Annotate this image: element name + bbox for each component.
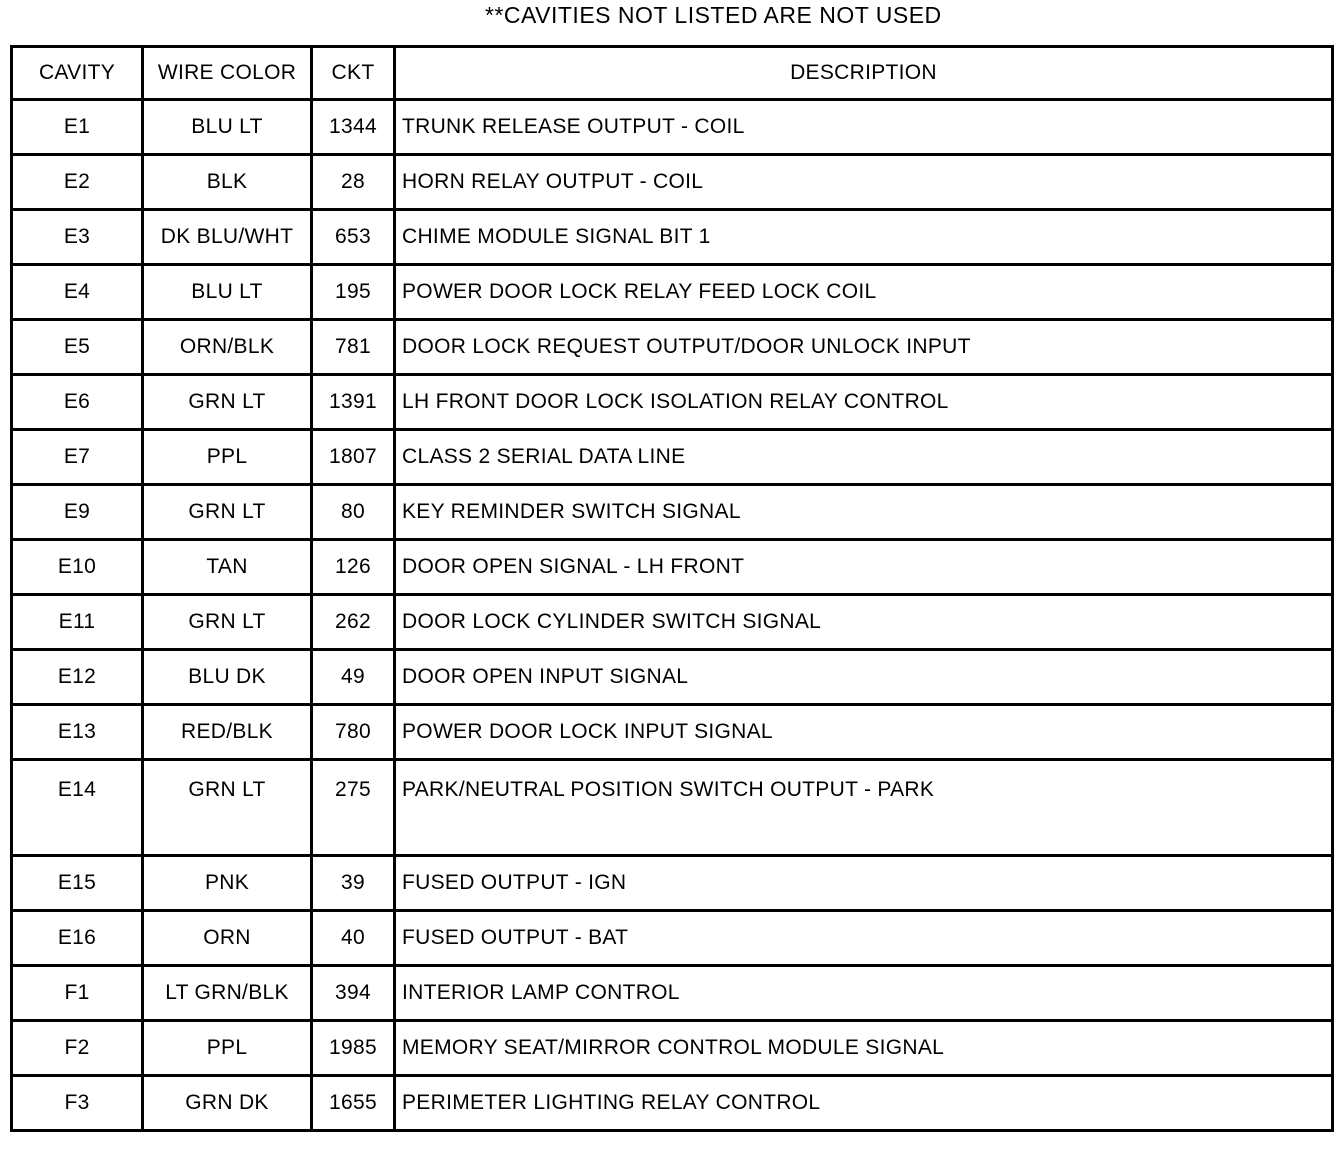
ckt-cell: 780 [312, 705, 395, 760]
ckt-cell: 1807 [312, 430, 395, 485]
cavity-cell: E9 [12, 485, 143, 540]
ckt-cell: 653 [312, 210, 395, 265]
wire-color-cell: PNK [143, 856, 312, 911]
description-cell: PERIMETER LIGHTING RELAY CONTROL [395, 1076, 1333, 1131]
ckt-cell: 195 [312, 265, 395, 320]
table-row [12, 911, 1333, 966]
description-cell: FUSED OUTPUT - IGN [395, 856, 1333, 911]
ckt-cell: 394 [312, 966, 395, 1021]
ckt-cell: 40 [312, 911, 395, 966]
ckt-cell: 49 [312, 650, 395, 705]
wire-color-cell: PPL [143, 430, 312, 485]
description-cell: HORN RELAY OUTPUT - COIL [395, 155, 1333, 210]
cavity-cell: E16 [12, 911, 143, 966]
description-cell: LH FRONT DOOR LOCK ISOLATION RELAY CONTROL [395, 375, 1333, 430]
cavity-cell: E6 [12, 375, 143, 430]
wire-color-cell: GRN DK [143, 1076, 312, 1131]
ckt-cell: 781 [312, 320, 395, 375]
cavity-cell: F2 [12, 1021, 143, 1076]
ckt-cell: 39 [312, 856, 395, 911]
table-row [12, 265, 1333, 320]
cavity-cell: E5 [12, 320, 143, 375]
table-row [12, 485, 1333, 540]
table-row [12, 155, 1333, 210]
ckt-cell: 262 [312, 595, 395, 650]
description-cell: DOOR OPEN INPUT SIGNAL [395, 650, 1333, 705]
table-header-row [12, 47, 1333, 100]
wire-color-cell: RED/BLK [143, 705, 312, 760]
header-cavity: CAVITY [12, 47, 143, 100]
cavity-cell: E13 [12, 705, 143, 760]
table-row [12, 375, 1333, 430]
wire-color-cell: GRN LT [143, 485, 312, 540]
ckt-cell: 126 [312, 540, 395, 595]
table-row [12, 856, 1333, 911]
ckt-cell: 1391 [312, 375, 395, 430]
description-cell: TRUNK RELEASE OUTPUT - COIL [395, 100, 1333, 155]
wire-color-cell: DK BLU/WHT [143, 210, 312, 265]
cavity-cell: E12 [12, 650, 143, 705]
table-row [12, 430, 1333, 485]
wire-color-cell: TAN [143, 540, 312, 595]
cavity-cell: E4 [12, 265, 143, 320]
wire-color-cell: BLU DK [143, 650, 312, 705]
description-cell: DOOR OPEN SIGNAL - LH FRONT [395, 540, 1333, 595]
wire-color-cell: ORN [143, 911, 312, 966]
description-cell: MEMORY SEAT/MIRROR CONTROL MODULE SIGNAL [395, 1021, 1333, 1076]
table-row [12, 760, 1333, 856]
table-row [12, 100, 1333, 155]
description-cell: DOOR LOCK REQUEST OUTPUT/DOOR UNLOCK INPUT [395, 320, 1333, 375]
table-row [12, 705, 1333, 760]
cavity-cell: E10 [12, 540, 143, 595]
wire-color-cell: BLU LT [143, 100, 312, 155]
description-cell: CHIME MODULE SIGNAL BIT 1 [395, 210, 1333, 265]
header-wire-color: WIRE COLOR [143, 47, 312, 100]
ckt-cell: 80 [312, 485, 395, 540]
header-ckt: CKT [312, 47, 395, 100]
cavity-cell: E11 [12, 595, 143, 650]
wire-color-cell: GRN LT [143, 375, 312, 430]
ckt-cell: 28 [312, 155, 395, 210]
description-cell: PARK/NEUTRAL POSITION SWITCH OUTPUT - PARK [395, 760, 1333, 856]
table-row [12, 1076, 1333, 1131]
wire-color-cell: GRN LT [143, 595, 312, 650]
cavity-cell: F1 [12, 966, 143, 1021]
description-cell: FUSED OUTPUT - BAT [395, 911, 1333, 966]
wire-color-cell: ORN/BLK [143, 320, 312, 375]
cavity-cell: F3 [12, 1076, 143, 1131]
ckt-cell: 1344 [312, 100, 395, 155]
table-row [12, 1021, 1333, 1076]
cavity-cell: E7 [12, 430, 143, 485]
description-cell: INTERIOR LAMP CONTROL [395, 966, 1333, 1021]
description-cell: KEY REMINDER SWITCH SIGNAL [395, 485, 1333, 540]
wire-color-cell: BLK [143, 155, 312, 210]
table-row [12, 540, 1333, 595]
cavity-cell: E2 [12, 155, 143, 210]
table-row [12, 210, 1333, 265]
cavity-cell: E14 [12, 760, 143, 856]
description-cell: CLASS 2 SERIAL DATA LINE [395, 430, 1333, 485]
table-row [12, 966, 1333, 1021]
ckt-cell: 1655 [312, 1076, 395, 1131]
cavity-cell: E3 [12, 210, 143, 265]
table-row [12, 320, 1333, 375]
wire-color-cell: GRN LT [143, 760, 312, 856]
table-row [12, 650, 1333, 705]
header-description: DESCRIPTION [395, 47, 1333, 100]
description-cell: POWER DOOR LOCK RELAY FEED LOCK COIL [395, 265, 1333, 320]
description-cell: DOOR LOCK CYLINDER SWITCH SIGNAL [395, 595, 1333, 650]
unused-cavities-note: **CAVITIES NOT LISTED ARE NOT USED [485, 2, 942, 28]
wire-color-cell: PPL [143, 1021, 312, 1076]
cavity-table [10, 45, 1334, 1132]
description-cell: POWER DOOR LOCK INPUT SIGNAL [395, 705, 1333, 760]
ckt-cell: 1985 [312, 1021, 395, 1076]
wire-color-cell: LT GRN/BLK [143, 966, 312, 1021]
ckt-cell: 275 [312, 760, 395, 856]
cavity-cell: E15 [12, 856, 143, 911]
table-row [12, 595, 1333, 650]
wire-color-cell: BLU LT [143, 265, 312, 320]
cavity-cell: E1 [12, 100, 143, 155]
